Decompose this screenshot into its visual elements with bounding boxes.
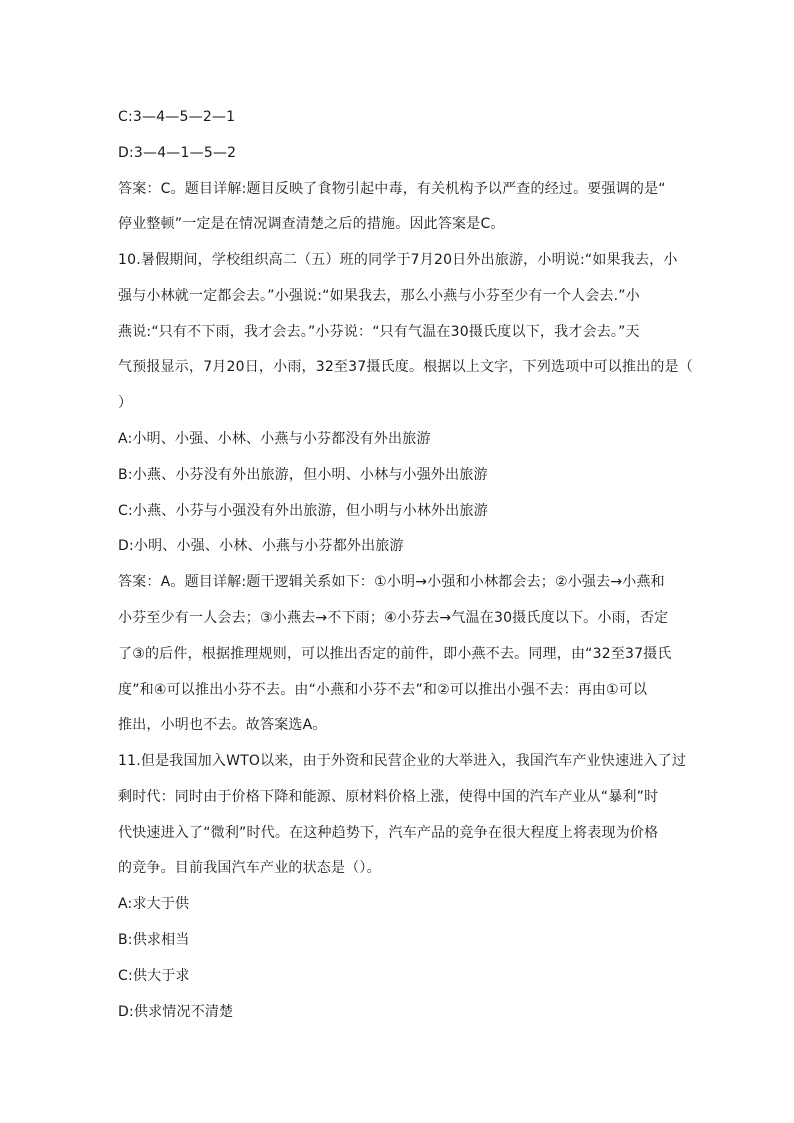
option-d-q10: D:小明、小强、小林、小燕与小芬都外出旅游 [118, 538, 404, 554]
question-11-line-3: 代快速进入了“微利”时代。在这种趋势下，汽车产品的竞争在很大程度上将表现为价格 [118, 825, 659, 841]
answer-q9-line-2: 停业整顿”一定是在情况调查清楚之后的措施。因此答案是C。 [118, 216, 505, 232]
question-10-line-1: 10.暑假期间，学校组织高二（五）班的同学于7月20日外出旅游，小明说:“如果我去，小 [118, 252, 678, 268]
question-11-line-4: 的竞争。目前我国汽车产业的状态是（）。 [118, 860, 381, 876]
answer-q10-line-3: 了③的后件，根据推理规则，可以推出否定的前件，即小燕不去。同理，由“32至37摄氏 [118, 646, 672, 662]
option-b-q11: B:供求相当 [118, 932, 190, 948]
option-c-q9: C:3—4—5—2—1 [118, 109, 236, 125]
answer-q10-line-2: 小芬至少有一人会去；③小燕去→不下雨；④小芬去→气温在30摄氏度以下。小雨，否定 [118, 610, 669, 626]
answer-q10-line-4: 度”和④可以推出小芬不去。由“小燕和小芬不去”和②可以推出小强不去：再由①可以 [118, 682, 648, 698]
question-10-line-3: 燕说:“只有不下雨，我才会去。”小芬说：“只有气温在30摄氏度以下，我才会去。”天 [118, 324, 640, 340]
option-c-q11: C:供大于求 [118, 968, 190, 984]
answer-q9-line-1: 答案：C。题目详解:题目反映了食物引起中毒，有关机构予以严查的经过。要强调的是“ [118, 181, 666, 197]
option-b-q10: B:小燕、小芬没有外出旅游，但小明、小林与小强外出旅游 [118, 467, 488, 483]
option-a-q10: A:小明、小强、小林、小燕与小芬都没有外出旅游 [118, 431, 431, 447]
question-11-line-1: 11.但是我国加入WTO以来，由于外资和民营企业的大举进入，我国汽车产业快速进入了过 [118, 753, 687, 769]
option-c-q10: C:小燕、小芬与小强没有外出旅游，但小明与小林外出旅游 [118, 503, 488, 519]
option-a-q11: A:求大于供 [118, 896, 190, 912]
option-d-q9: D:3—4—1—5—2 [118, 145, 237, 161]
answer-q10-line-5: 推出，小明也不去。故答案选A。 [118, 717, 327, 733]
answer-q10-line-1: 答案：A。题目详解:题干逻辑关系如下：①小明→小强和小林都会去；②小强去→小燕和 [118, 574, 665, 590]
question-11-line-2: 剩时代：同时由于价格下降和能源、原材料价格上涨，使得中国的汽车产业从“暴利”时 [118, 789, 659, 805]
question-10-line-4: 气预报显示，7月20日，小雨，32至37摄氏度。根据以上文字，下列选项中可以推出的是（ [118, 359, 693, 375]
question-10-line-5: ） [118, 395, 133, 411]
question-10-line-2: 强与小林就一定都会去。”小强说:“如果我去，那么小燕与小芬至少有一个人会去.”小 [118, 288, 640, 304]
option-d-q11: D:供求情况不清楚 [118, 1004, 234, 1020]
